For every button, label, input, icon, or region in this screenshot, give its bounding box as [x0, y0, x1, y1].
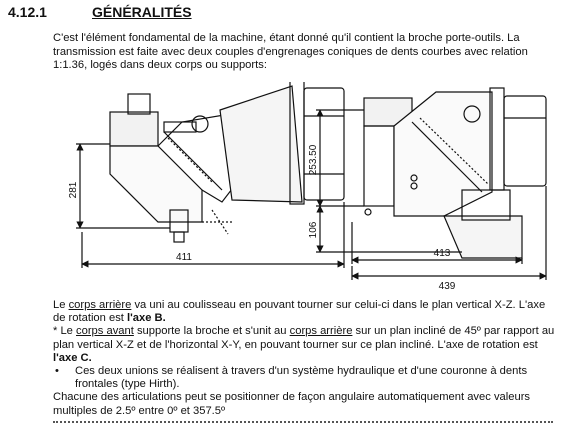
- section-header: [8, 4, 192, 20]
- text-run: * Le: [53, 325, 77, 338]
- term-rear-body: corps arrière: [289, 325, 353, 338]
- text-run: sur un plan incliné de 45º par rapport au plan vertical X-Z et de l'horizontal X-Y, en pouvant tourner sur ce plan incliné. L'axe de rotation est: [53, 325, 555, 351]
- text-run: va uni au coulisseau en pouvant tourner sur celui-ci dans le plan vertical X-Z. L'axe de rotation est: [53, 299, 546, 325]
- text-run: Le: [53, 299, 69, 311]
- right-view: [316, 88, 546, 280]
- dim-411: 411: [176, 252, 192, 263]
- technical-drawing: [52, 82, 552, 294]
- head-drawing-svg: [52, 82, 552, 294]
- text-run: supporte la broche et s'unit au: [133, 325, 290, 338]
- body-text: [53, 299, 558, 418]
- dim-413: 413: [433, 248, 451, 259]
- section-title: GÉNÉRALITÉS: [92, 4, 192, 20]
- paragraph-positioning: Chacune des articulations peut se positionner de façon angulaire automatiquement avec valeurs multiples de 2.5º entre 0º et 357.5º: [53, 391, 531, 417]
- paragraph-front-body: [53, 325, 558, 365]
- dim-106: 106: [308, 221, 319, 239]
- dim-281: 281: [68, 181, 79, 199]
- dim-439: 439: [438, 281, 456, 292]
- paragraph-rear-body: [53, 299, 558, 325]
- axis-c-label: l'axe C.: [53, 351, 92, 364]
- term-rear-body: corps arrière: [68, 299, 132, 311]
- bullet-text: Ces deux unions se réalisent à travers d'un système hydraulique et d'une couronne à dents frontales (type Hirth).: [75, 365, 528, 391]
- axis-b-label: l'axe B.: [127, 312, 166, 325]
- bullet-item: [53, 365, 558, 391]
- section-number: 4.12.1: [8, 4, 47, 20]
- dim-253-50: 253.50: [308, 144, 319, 176]
- term-front-body: corps avant: [76, 325, 134, 338]
- left-view: [76, 82, 344, 268]
- bullet-dot: •: [55, 365, 59, 378]
- intro-paragraph: C'est l'élément fondamental de la machine, étant donné qu'il contient la broche porte-outils. La transmission est faite avec deux couples d'engrenages coniques de dents courbes avec relation 1:1.36, logés dans deux corps ou supports:: [53, 32, 528, 71]
- cut-off-line: [53, 418, 553, 426]
